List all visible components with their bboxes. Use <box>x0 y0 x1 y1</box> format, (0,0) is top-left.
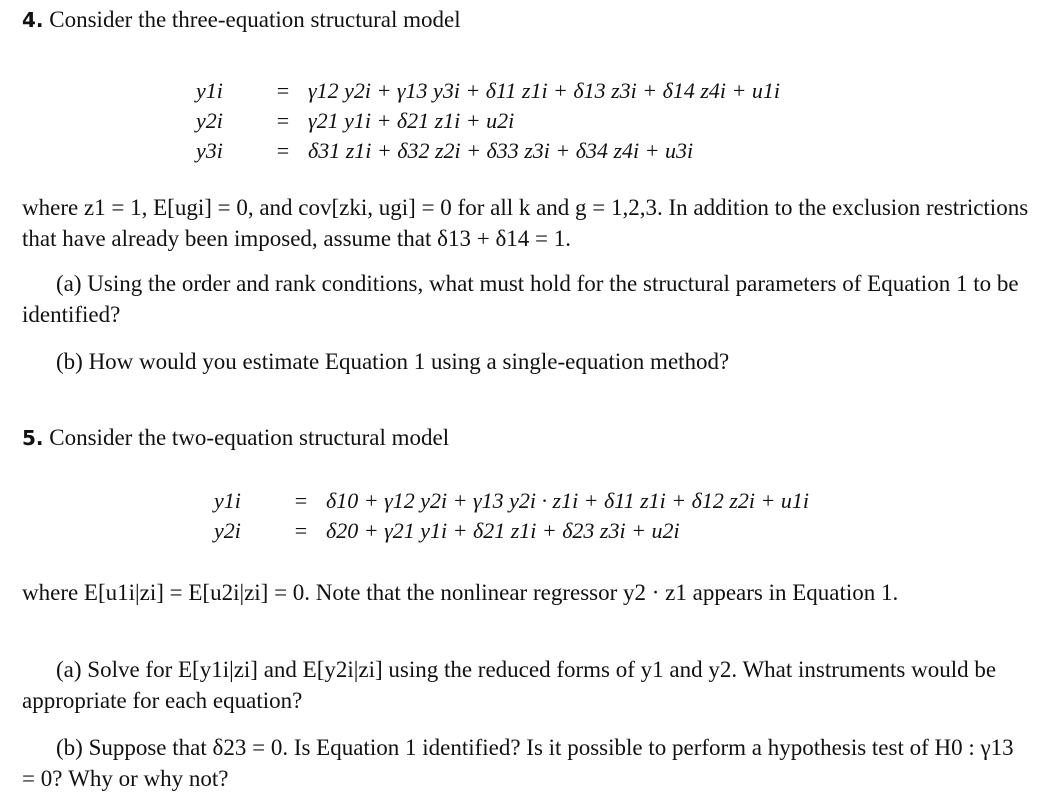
problem-4-intro: Consider the three-equation structural model <box>49 7 461 32</box>
eq-rel: = <box>276 78 290 103</box>
eq-rel: = <box>294 488 308 513</box>
p5-part-b: (b) Suppose that δ23 = 0. Is Equation 1 identified? Is it possible to perform a hypothesis test of H0 : γ13 = 0? Why or why not? <box>22 735 1014 791</box>
problem-4-number: 4. <box>22 8 44 32</box>
eq-lhs: y2i <box>214 518 241 543</box>
p4-part-a: (a) Using the order and rank conditions, what must hold for the structural parameters of Equation 1 to be identified? <box>22 271 1019 327</box>
eq-rel: = <box>276 138 290 163</box>
p4-equation-3 <box>196 136 693 166</box>
p4-equation-1 <box>196 76 780 106</box>
problem-5-number: 5. <box>22 426 44 450</box>
p4-where-text: where z1 = 1, E[ugi] = 0, and cov[zki, ugi] = 0 for all k and g = 1,2,3. In addition to the exclusion restrictions that have already been imposed, assume that δ13 + δ14 = 1. <box>22 195 1029 251</box>
p5-equation-2 <box>214 516 680 546</box>
p4-equation-2 <box>196 106 514 136</box>
eq-rhs: δ31 z1i + δ32 z2i + δ33 z3i + δ34 z4i + u3i <box>308 138 694 163</box>
problem-5-intro: Consider the two-equation structural model <box>49 425 450 450</box>
eq-rhs: γ21 y1i + δ21 z1i + u2i <box>308 108 515 133</box>
eq-rel: = <box>294 518 308 543</box>
p5-equation-1 <box>214 486 809 516</box>
eq-rhs: δ10 + γ12 y2i + γ13 y2i · z1i + δ11 z1i + δ12 z2i + u1i <box>326 488 810 513</box>
p5-where-text: where E[u1i|zi] = E[u2i|zi] = 0. Note that the nonlinear regressor y2 · z1 appears in Equation 1. <box>22 580 899 605</box>
p4-part-b: (b) How would you estimate Equation 1 using a single-equation method? <box>56 349 730 374</box>
p5-part-a: (a) Solve for E[y1i|zi] and E[y2i|zi] using the reduced forms of y1 and y2. What instruments would be appropriate for each equation? <box>22 657 997 713</box>
eq-lhs: y2i <box>196 108 223 133</box>
eq-lhs: y1i <box>214 488 241 513</box>
problem-5-heading <box>22 424 449 452</box>
eq-rhs: γ12 y2i + γ13 y3i + δ11 z1i + δ13 z3i + δ14 z4i + u1i <box>308 78 781 103</box>
problem-4-heading <box>22 6 461 34</box>
eq-lhs: y1i <box>196 78 223 103</box>
eq-rhs: δ20 + γ21 y1i + δ21 z1i + δ23 z3i + u2i <box>326 518 680 543</box>
eq-rel: = <box>276 108 290 133</box>
eq-lhs: y3i <box>196 138 223 163</box>
